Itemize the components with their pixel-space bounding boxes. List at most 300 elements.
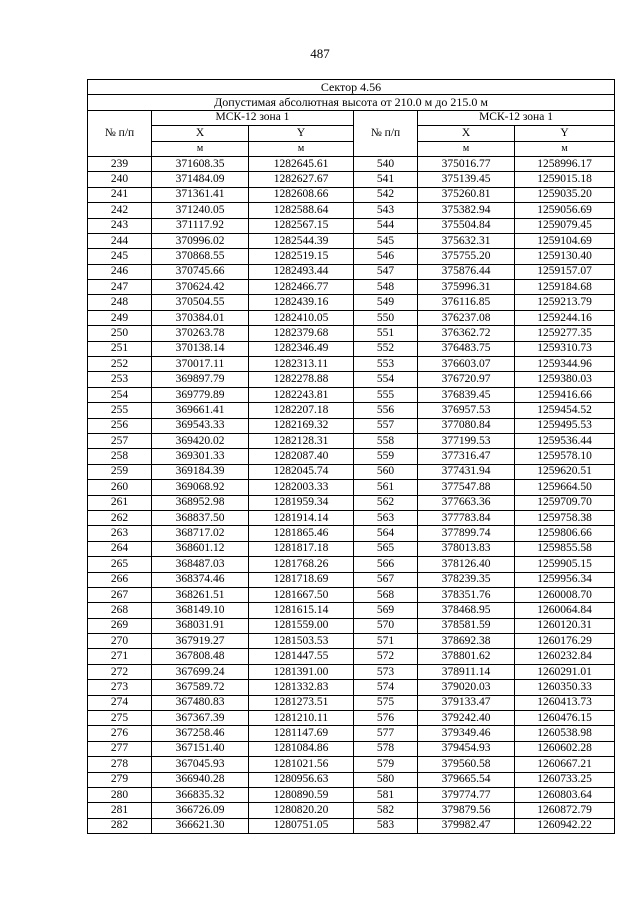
- y-value-left: 1282627.67: [249, 172, 354, 187]
- point-number-right: 572: [354, 649, 418, 664]
- y-value-left: 1281865.46: [249, 526, 354, 541]
- table-row: [88, 664, 615, 679]
- table-row: [88, 357, 615, 372]
- y-value-right: 1260008.70: [515, 587, 615, 602]
- y-value-right: 1260350.33: [515, 680, 615, 695]
- table-row: [88, 403, 615, 418]
- x-value-right: 376839.45: [418, 387, 515, 402]
- x-value-right: 377663.36: [418, 495, 515, 510]
- x-value-left: 368374.46: [152, 572, 249, 587]
- y-value-right: 1259758.38: [515, 510, 615, 525]
- x-value-right: 376483.75: [418, 341, 515, 356]
- coordinates-table: [87, 79, 615, 834]
- y-value-left: 1281021.56: [249, 757, 354, 772]
- x-value-left: 367258.46: [152, 726, 249, 741]
- x-value-left: 368952.98: [152, 495, 249, 510]
- point-number-left: 273: [88, 680, 152, 695]
- y-value-left: 1281914.14: [249, 510, 354, 525]
- x-value-right: 377316.47: [418, 449, 515, 464]
- x-unit-left: м: [152, 141, 249, 156]
- y-value-right: 1259855.58: [515, 541, 615, 556]
- y-value-left: 1282045.74: [249, 464, 354, 479]
- y-value-right: 1260733.25: [515, 772, 615, 787]
- point-number-left: 254: [88, 387, 152, 402]
- y-value-right: 1259157.07: [515, 264, 615, 279]
- x-value-right: 375260.81: [418, 187, 515, 202]
- table-row: [88, 603, 615, 618]
- point-number-right: 560: [354, 464, 418, 479]
- y-value-right: 1260064.84: [515, 603, 615, 618]
- point-number-left: 251: [88, 341, 152, 356]
- y-header-left: Y: [249, 126, 354, 141]
- point-number-left: 258: [88, 449, 152, 464]
- y-value-right: 1259015.18: [515, 172, 615, 187]
- point-number-right: 567: [354, 572, 418, 587]
- point-number-right: 578: [354, 741, 418, 756]
- height-range-caption: Допустимая абсолютная высота от 210.0 м до 215.0 м: [88, 95, 615, 110]
- table-row: [88, 480, 615, 495]
- point-number-right: 576: [354, 711, 418, 726]
- x-value-left: 367367.39: [152, 711, 249, 726]
- table-row: [88, 803, 615, 818]
- y-value-right: 1259905.15: [515, 557, 615, 572]
- x-value-left: 371361.41: [152, 187, 249, 202]
- point-number-right: 553: [354, 357, 418, 372]
- x-value-left: 366726.09: [152, 803, 249, 818]
- x-value-right: 376237.08: [418, 310, 515, 325]
- y-value-right: 1259184.68: [515, 280, 615, 295]
- point-number-left: 247: [88, 280, 152, 295]
- y-unit-right: м: [515, 141, 615, 156]
- y-value-right: 1260538.98: [515, 726, 615, 741]
- x-value-right: 376362.72: [418, 326, 515, 341]
- x-value-left: 367045.93: [152, 757, 249, 772]
- point-number-left: 241: [88, 187, 152, 202]
- row-number-header-left: № п/п: [88, 110, 152, 156]
- y-value-left: 1282466.77: [249, 280, 354, 295]
- table-row: [88, 572, 615, 587]
- point-number-left: 261: [88, 495, 152, 510]
- y-value-right: 1259578.10: [515, 449, 615, 464]
- point-number-right: 580: [354, 772, 418, 787]
- y-value-left: 1282003.33: [249, 480, 354, 495]
- y-value-right: 1259277.35: [515, 326, 615, 341]
- x-value-left: 369301.33: [152, 449, 249, 464]
- point-number-left: 242: [88, 203, 152, 218]
- point-number-right: 548: [354, 280, 418, 295]
- point-number-left: 262: [88, 510, 152, 525]
- x-value-left: 370263.78: [152, 326, 249, 341]
- point-number-left: 282: [88, 818, 152, 833]
- x-value-left: 369661.41: [152, 403, 249, 418]
- x-value-left: 366940.28: [152, 772, 249, 787]
- point-number-left: 266: [88, 572, 152, 587]
- table-row: [88, 495, 615, 510]
- point-number-right: 557: [354, 418, 418, 433]
- table-row: [88, 233, 615, 248]
- x-value-left: 369543.33: [152, 418, 249, 433]
- table-row: [88, 280, 615, 295]
- point-number-left: 264: [88, 541, 152, 556]
- table-row: [88, 264, 615, 279]
- x-value-right: 375139.45: [418, 172, 515, 187]
- x-value-left: 370868.55: [152, 249, 249, 264]
- x-value-left: 368601.12: [152, 541, 249, 556]
- y-value-left: 1282493.44: [249, 264, 354, 279]
- y-value-left: 1282519.15: [249, 249, 354, 264]
- y-value-left: 1282410.05: [249, 310, 354, 325]
- point-number-right: 574: [354, 680, 418, 695]
- table-row: [88, 634, 615, 649]
- y-value-right: 1259344.96: [515, 357, 615, 372]
- y-unit-left: м: [249, 141, 354, 156]
- y-value-left: 1282379.68: [249, 326, 354, 341]
- y-value-left: 1280820.20: [249, 803, 354, 818]
- y-value-right: 1259709.70: [515, 495, 615, 510]
- x-value-left: 371608.35: [152, 156, 249, 171]
- y-value-left: 1281718.69: [249, 572, 354, 587]
- x-value-left: 368717.02: [152, 526, 249, 541]
- x-value-right: 375632.31: [418, 233, 515, 248]
- x-value-left: 369897.79: [152, 372, 249, 387]
- sector-title: Сектор 4.56: [88, 80, 615, 95]
- x-value-right: 378801.62: [418, 649, 515, 664]
- y-value-left: 1281084.86: [249, 741, 354, 756]
- y-value-left: 1281447.55: [249, 649, 354, 664]
- point-number-left: 279: [88, 772, 152, 787]
- x-unit-right: м: [418, 141, 515, 156]
- row-number-header-right: № п/п: [354, 110, 418, 156]
- x-value-right: 378911.14: [418, 664, 515, 679]
- point-number-left: 257: [88, 433, 152, 448]
- x-value-left: 367480.83: [152, 695, 249, 710]
- table-row: [88, 156, 615, 171]
- x-value-right: 379020.03: [418, 680, 515, 695]
- table-row: [88, 787, 615, 802]
- x-value-right: 378239.35: [418, 572, 515, 587]
- point-number-left: 263: [88, 526, 152, 541]
- table-row: [88, 711, 615, 726]
- point-number-right: 554: [354, 372, 418, 387]
- table-row: [88, 464, 615, 479]
- y-value-left: 1282645.61: [249, 156, 354, 171]
- y-value-left: 1281559.00: [249, 618, 354, 633]
- y-value-left: 1282128.31: [249, 433, 354, 448]
- x-value-right: 379454.93: [418, 741, 515, 756]
- point-number-right: 579: [354, 757, 418, 772]
- point-number-left: 248: [88, 295, 152, 310]
- page-number: 487: [310, 46, 330, 61]
- y-value-left: 1280890.59: [249, 787, 354, 802]
- table-row: [88, 449, 615, 464]
- x-value-right: 376116.85: [418, 295, 515, 310]
- table-row: [88, 418, 615, 433]
- point-number-right: 562: [354, 495, 418, 510]
- table-row: [88, 187, 615, 202]
- table-row: [88, 433, 615, 448]
- y-value-left: 1281667.50: [249, 587, 354, 602]
- x-value-right: 377431.94: [418, 464, 515, 479]
- table-row: [88, 649, 615, 664]
- x-header-left: X: [152, 126, 249, 141]
- y-value-right: 1259380.03: [515, 372, 615, 387]
- x-value-left: 370504.55: [152, 295, 249, 310]
- x-value-left: 366835.32: [152, 787, 249, 802]
- y-value-left: 1281959.34: [249, 495, 354, 510]
- x-value-right: 375996.31: [418, 280, 515, 295]
- x-value-right: 376720.97: [418, 372, 515, 387]
- point-number-right: 547: [354, 264, 418, 279]
- point-number-right: 566: [354, 557, 418, 572]
- x-value-right: 375016.77: [418, 156, 515, 171]
- table-row: [88, 680, 615, 695]
- y-value-left: 1280956.63: [249, 772, 354, 787]
- point-number-left: 268: [88, 603, 152, 618]
- y-value-right: 1259806.66: [515, 526, 615, 541]
- x-value-right: 378468.95: [418, 603, 515, 618]
- y-value-left: 1282608.66: [249, 187, 354, 202]
- point-number-right: 573: [354, 664, 418, 679]
- point-number-left: 270: [88, 634, 152, 649]
- table-row: [88, 695, 615, 710]
- y-value-right: 1259495.53: [515, 418, 615, 433]
- y-value-left: 1282567.15: [249, 218, 354, 233]
- y-value-right: 1259956.34: [515, 572, 615, 587]
- x-value-left: 368837.50: [152, 510, 249, 525]
- table-row: [88, 741, 615, 756]
- point-number-right: 571: [354, 634, 418, 649]
- table-row: [88, 295, 615, 310]
- x-value-right: 377547.88: [418, 480, 515, 495]
- table-row: [88, 757, 615, 772]
- x-value-left: 370624.42: [152, 280, 249, 295]
- coord-system-header-left: МСК-12 зона 1: [152, 110, 354, 125]
- x-value-left: 369779.89: [152, 387, 249, 402]
- point-number-left: 265: [88, 557, 152, 572]
- x-value-left: 367919.27: [152, 634, 249, 649]
- point-number-left: 239: [88, 156, 152, 171]
- y-value-left: 1281210.11: [249, 711, 354, 726]
- x-value-right: 377199.53: [418, 433, 515, 448]
- point-number-left: 245: [88, 249, 152, 264]
- x-value-left: 368031.91: [152, 618, 249, 633]
- point-number-right: 569: [354, 603, 418, 618]
- x-value-left: 370017.11: [152, 357, 249, 372]
- y-value-right: 1260120.31: [515, 618, 615, 633]
- x-value-left: 368487.03: [152, 557, 249, 572]
- y-value-left: 1282346.49: [249, 341, 354, 356]
- point-number-right: 570: [354, 618, 418, 633]
- point-number-left: 271: [88, 649, 152, 664]
- x-value-left: 371484.09: [152, 172, 249, 187]
- x-value-right: 376957.53: [418, 403, 515, 418]
- point-number-right: 549: [354, 295, 418, 310]
- point-number-right: 540: [354, 156, 418, 171]
- point-number-right: 555: [354, 387, 418, 402]
- table-row: [88, 172, 615, 187]
- y-value-left: 1282169.32: [249, 418, 354, 433]
- point-number-right: 559: [354, 449, 418, 464]
- y-value-left: 1282313.11: [249, 357, 354, 372]
- point-number-left: 277: [88, 741, 152, 756]
- x-value-left: 370745.66: [152, 264, 249, 279]
- y-value-right: 1259213.79: [515, 295, 615, 310]
- table-row: [88, 249, 615, 264]
- x-value-left: 369184.39: [152, 464, 249, 479]
- point-number-left: 246: [88, 264, 152, 279]
- point-number-left: 275: [88, 711, 152, 726]
- y-value-left: 1282588.64: [249, 203, 354, 218]
- y-value-left: 1281817.18: [249, 541, 354, 556]
- point-number-right: 558: [354, 433, 418, 448]
- y-value-right: 1260476.15: [515, 711, 615, 726]
- y-value-right: 1259035.20: [515, 187, 615, 202]
- point-number-right: 577: [354, 726, 418, 741]
- point-number-left: 250: [88, 326, 152, 341]
- point-number-right: 581: [354, 787, 418, 802]
- point-number-left: 281: [88, 803, 152, 818]
- table-row: [88, 772, 615, 787]
- y-value-right: 1259664.50: [515, 480, 615, 495]
- x-value-right: 378126.40: [418, 557, 515, 572]
- y-value-left: 1282243.81: [249, 387, 354, 402]
- x-value-right: 379349.46: [418, 726, 515, 741]
- table-row: [88, 372, 615, 387]
- point-number-right: 568: [354, 587, 418, 602]
- x-value-left: 366621.30: [152, 818, 249, 833]
- y-value-right: 1259130.40: [515, 249, 615, 264]
- x-value-right: 379665.54: [418, 772, 515, 787]
- coord-system-header-right: МСК-12 зона 1: [418, 110, 615, 125]
- x-value-right: 379879.56: [418, 803, 515, 818]
- point-number-left: 255: [88, 403, 152, 418]
- point-number-right: 550: [354, 310, 418, 325]
- y-value-right: 1260232.84: [515, 649, 615, 664]
- x-header-right: X: [418, 126, 515, 141]
- x-value-right: 377080.84: [418, 418, 515, 433]
- y-value-right: 1258996.17: [515, 156, 615, 171]
- x-value-left: 368261.51: [152, 587, 249, 602]
- point-number-left: 249: [88, 310, 152, 325]
- table-row: [88, 203, 615, 218]
- y-value-right: 1259244.16: [515, 310, 615, 325]
- x-value-right: 379133.47: [418, 695, 515, 710]
- y-value-left: 1281147.69: [249, 726, 354, 741]
- point-number-left: 256: [88, 418, 152, 433]
- y-value-right: 1260942.22: [515, 818, 615, 833]
- x-value-left: 370384.01: [152, 310, 249, 325]
- x-value-left: 370138.14: [152, 341, 249, 356]
- x-value-right: 375382.94: [418, 203, 515, 218]
- table-row: [88, 510, 615, 525]
- point-number-right: 551: [354, 326, 418, 341]
- y-header-right: Y: [515, 126, 615, 141]
- y-value-right: 1259056.69: [515, 203, 615, 218]
- x-value-left: 367808.48: [152, 649, 249, 664]
- point-number-left: 243: [88, 218, 152, 233]
- x-value-left: 367699.24: [152, 664, 249, 679]
- y-value-right: 1260413.73: [515, 695, 615, 710]
- x-value-left: 368149.10: [152, 603, 249, 618]
- x-value-right: 379560.58: [418, 757, 515, 772]
- y-value-left: 1281768.26: [249, 557, 354, 572]
- point-number-right: 564: [354, 526, 418, 541]
- y-value-right: 1259310.73: [515, 341, 615, 356]
- x-value-left: 369068.92: [152, 480, 249, 495]
- y-value-right: 1260803.64: [515, 787, 615, 802]
- x-value-right: 378581.59: [418, 618, 515, 633]
- point-number-right: 561: [354, 480, 418, 495]
- point-number-left: 274: [88, 695, 152, 710]
- point-number-right: 556: [354, 403, 418, 418]
- point-number-left: 244: [88, 233, 152, 248]
- table-row: [88, 310, 615, 325]
- x-value-right: 379982.47: [418, 818, 515, 833]
- x-value-right: 375876.44: [418, 264, 515, 279]
- y-value-right: 1260291.01: [515, 664, 615, 679]
- point-number-left: 240: [88, 172, 152, 187]
- point-number-right: 541: [354, 172, 418, 187]
- y-value-left: 1282544.39: [249, 233, 354, 248]
- table-row: [88, 387, 615, 402]
- x-value-left: 369420.02: [152, 433, 249, 448]
- y-value-right: 1259620.51: [515, 464, 615, 479]
- x-value-right: 379242.40: [418, 711, 515, 726]
- point-number-left: 252: [88, 357, 152, 372]
- point-number-left: 253: [88, 372, 152, 387]
- y-value-left: 1281332.83: [249, 680, 354, 695]
- point-number-right: 552: [354, 341, 418, 356]
- point-number-left: 276: [88, 726, 152, 741]
- x-value-right: 375755.20: [418, 249, 515, 264]
- y-value-left: 1281273.51: [249, 695, 354, 710]
- x-value-right: 376603.07: [418, 357, 515, 372]
- point-number-right: 544: [354, 218, 418, 233]
- y-value-right: 1260667.21: [515, 757, 615, 772]
- y-value-left: 1282278.88: [249, 372, 354, 387]
- x-value-right: 375504.84: [418, 218, 515, 233]
- point-number-left: 260: [88, 480, 152, 495]
- y-value-right: 1259079.45: [515, 218, 615, 233]
- point-number-right: 582: [354, 803, 418, 818]
- table-row: [88, 557, 615, 572]
- point-number-left: 269: [88, 618, 152, 633]
- x-value-right: 377899.74: [418, 526, 515, 541]
- x-value-left: 371240.05: [152, 203, 249, 218]
- point-number-right: 542: [354, 187, 418, 202]
- x-value-left: 367589.72: [152, 680, 249, 695]
- point-number-left: 272: [88, 664, 152, 679]
- point-number-left: 278: [88, 757, 152, 772]
- point-number-right: 545: [354, 233, 418, 248]
- y-value-right: 1260602.28: [515, 741, 615, 756]
- y-value-right: 1260176.29: [515, 634, 615, 649]
- point-number-left: 280: [88, 787, 152, 802]
- point-number-right: 583: [354, 818, 418, 833]
- table-row: [88, 326, 615, 341]
- point-number-right: 575: [354, 695, 418, 710]
- x-value-left: 371117.92: [152, 218, 249, 233]
- table-row: [88, 541, 615, 556]
- y-value-left: 1281615.14: [249, 603, 354, 618]
- y-value-left: 1282087.40: [249, 449, 354, 464]
- x-value-right: 378013.83: [418, 541, 515, 556]
- y-value-left: 1282207.18: [249, 403, 354, 418]
- x-value-left: 370996.02: [152, 233, 249, 248]
- table-row: [88, 818, 615, 833]
- y-value-right: 1260872.79: [515, 803, 615, 818]
- y-value-right: 1259104.69: [515, 233, 615, 248]
